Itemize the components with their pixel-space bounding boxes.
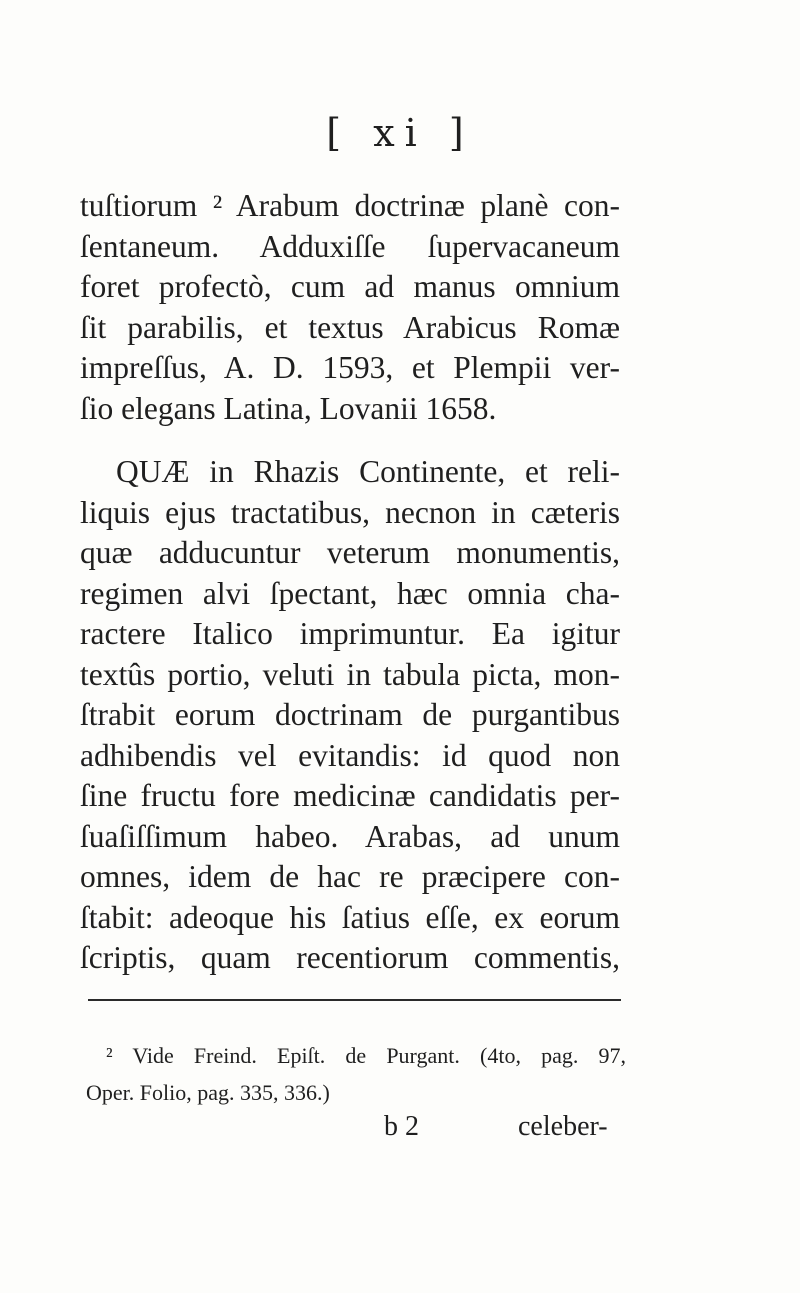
text-line: regimen alvi ſpectant, hæc omnia cha- <box>80 575 620 611</box>
text-line: ſcriptis, quam recentiorum commentis, <box>80 940 620 975</box>
text-line: ſtrabit eorum doctrinam de purgantibus <box>80 697 620 732</box>
text-line: ſine fructu fore medicinæ candidatis per- <box>80 778 620 813</box>
text-line: ſio elegans Latina, Lovanii 1658. <box>80 390 497 426</box>
text-line: liquis ejus tractatibus, necnon in cæteris <box>80 494 620 530</box>
footnote-divider <box>88 999 621 1001</box>
text-line: adhibendis vel evitandis: id quod non <box>80 737 620 773</box>
text-line: foret profectò, cum ad manus omnium <box>80 269 620 304</box>
footnote-line: ² Vide Freind. Epiſt. de Purgant. (4to, pag. 97, <box>106 1043 626 1068</box>
text-line: ſit parabilis, et textus Arabicus Romæ <box>80 309 620 345</box>
catchword: celeber- <box>518 1111 608 1142</box>
text-line: textûs portio, veluti in tabula picta, mon- <box>80 656 620 692</box>
text-line: tuſtiorum ² Arabum doctrinæ planè con- <box>80 188 620 223</box>
text-line: ractere Italico imprimuntur. Ea igitur <box>80 616 620 651</box>
text-line: ſentaneum. Adduxiſſe ſupervacaneum <box>80 228 620 264</box>
paragraph-quae <box>80 452 620 979</box>
text-line: ſuaſiſſimum habeo. Arabas, ad unum <box>80 818 620 854</box>
text-line: quæ adducuntur veterum monumentis, <box>80 535 620 570</box>
text-line: QUÆ in Rhazis Continente, et reli- <box>116 454 620 489</box>
footnote <box>86 1037 626 1111</box>
text-line: impreſſus, A. D. 1593, et Plempii ver- <box>80 350 620 385</box>
paragraph-continuation <box>80 186 620 429</box>
text-line: omnes, idem de hac re præcipere con- <box>80 859 620 894</box>
footnote-line: Oper. Folio, pag. 335, 336.) <box>86 1080 330 1105</box>
signature-mark: b 2 <box>384 1111 419 1142</box>
page-number-header: [ xi ] <box>326 111 474 155</box>
text-line: ſtabit: adeoque his ſatius eſſe, ex eorum <box>80 899 620 935</box>
